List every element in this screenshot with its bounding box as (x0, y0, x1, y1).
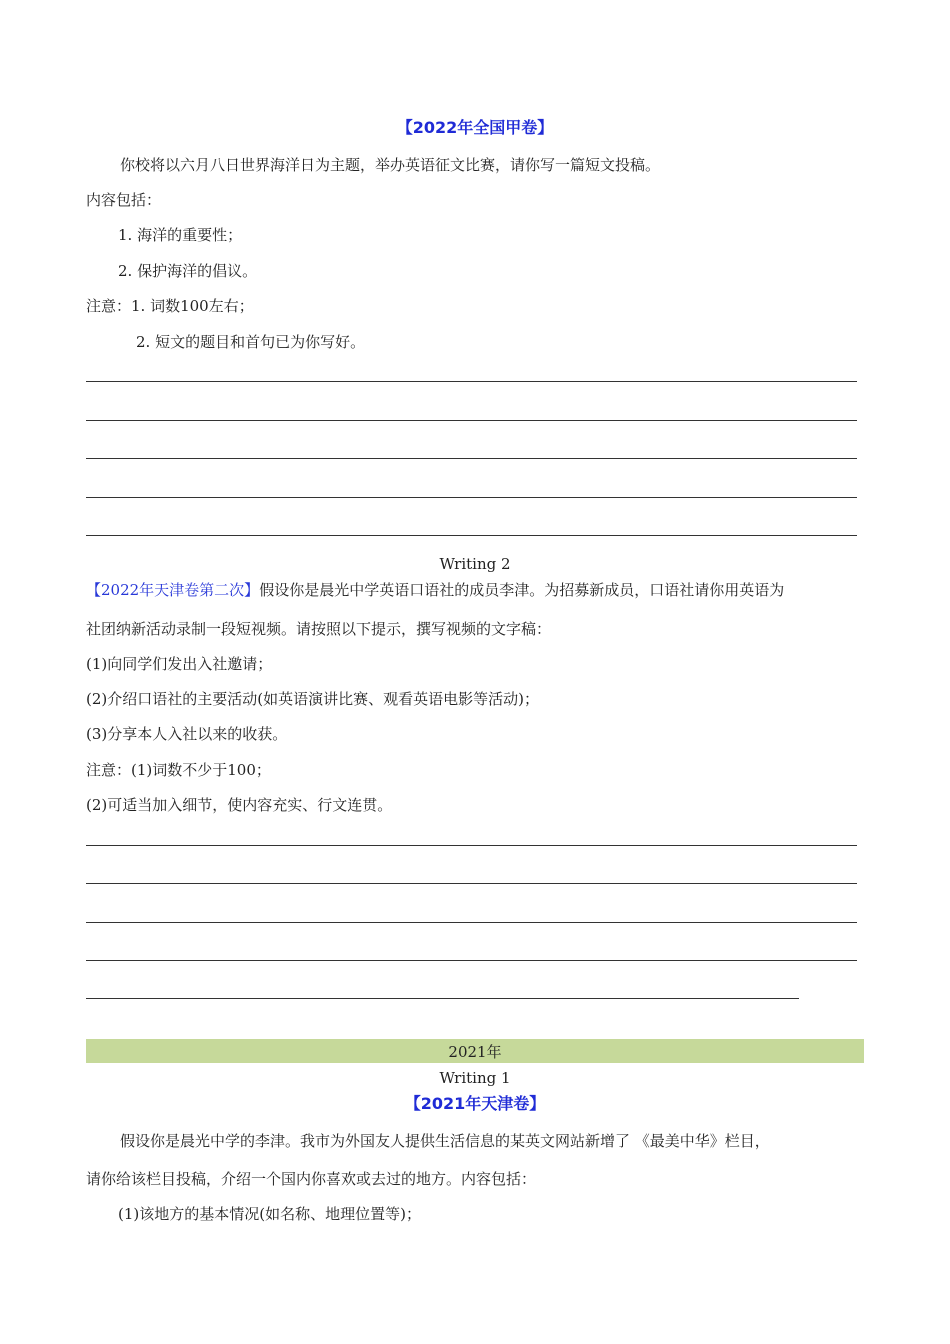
section1-note-1: 注意：1. 词数100左右； (86, 297, 254, 315)
section1-intro: 你校将以六月八日世界海洋日为主题，举办英语征文比赛，请你写一篇短文投稿。 (120, 156, 661, 174)
answer-line (86, 845, 857, 846)
answer-line (86, 998, 799, 999)
answer-line (86, 883, 857, 884)
section1-item-2: 2. 保护海洋的倡议。 (118, 262, 258, 280)
answer-line (86, 381, 857, 382)
answer-line (86, 960, 857, 961)
section2-note-2: (2)可适当加入细节，使内容充实、行文连贯。 (86, 796, 393, 814)
section2-note-1: 注意：(1)词数不少于100； (86, 761, 271, 779)
section-heading-2021-tianjin: 【2021年天津卷】 (404, 1094, 546, 1113)
section3-prompt-line-2: 请你给该栏目投稿，介绍一个国内你喜欢或去过的地方。内容包括： (86, 1170, 537, 1188)
section2-point-3: (3)分享本人入社以来的收获。 (86, 725, 288, 743)
section2-point-1: (1)向同学们发出入社邀请； (86, 655, 273, 673)
answer-line (86, 497, 857, 498)
section2-prompt-text: 假设你是晨光中学英语口语社的成员李津。为招募新成员，口语社请你用英语为 (259, 581, 785, 599)
section2-prompt-line-1 (86, 580, 784, 600)
section1-note-2: 2. 短文的题目和首句已为你写好。 (136, 333, 366, 351)
section2-source: 【2022年天津卷第二次】 (86, 581, 260, 599)
section1-item-1: 1. 海洋的重要性； (118, 226, 243, 244)
writing-2-title: Writing 2 (439, 555, 511, 573)
writing-1-title: Writing 1 (439, 1069, 511, 1087)
section3-point-1: (1)该地方的基本情况(如名称、地理位置等)； (118, 1205, 421, 1223)
section2-prompt-line-2: 社团纳新活动录制一段短视频。请按照以下提示，撰写视频的文字稿： (86, 620, 552, 638)
section3-prompt-line-1: 假设你是晨光中学的李津。我市为外国友人提供生活信息的某英文网站新增了 《最美中华》栏目， (120, 1132, 770, 1150)
answer-line (86, 922, 857, 923)
answer-line (86, 535, 857, 536)
answer-line (86, 458, 857, 459)
section2-point-2: (2)介绍口语社的主要活动(如英语演讲比赛、观看英语电影等活动)； (86, 690, 539, 708)
answer-line (86, 420, 857, 421)
section1-content-label: 内容包括： (86, 191, 162, 209)
section-heading-2022-national: 【2022年全国甲卷】 (396, 118, 554, 137)
year-band-label: 2021年 (448, 1043, 502, 1061)
